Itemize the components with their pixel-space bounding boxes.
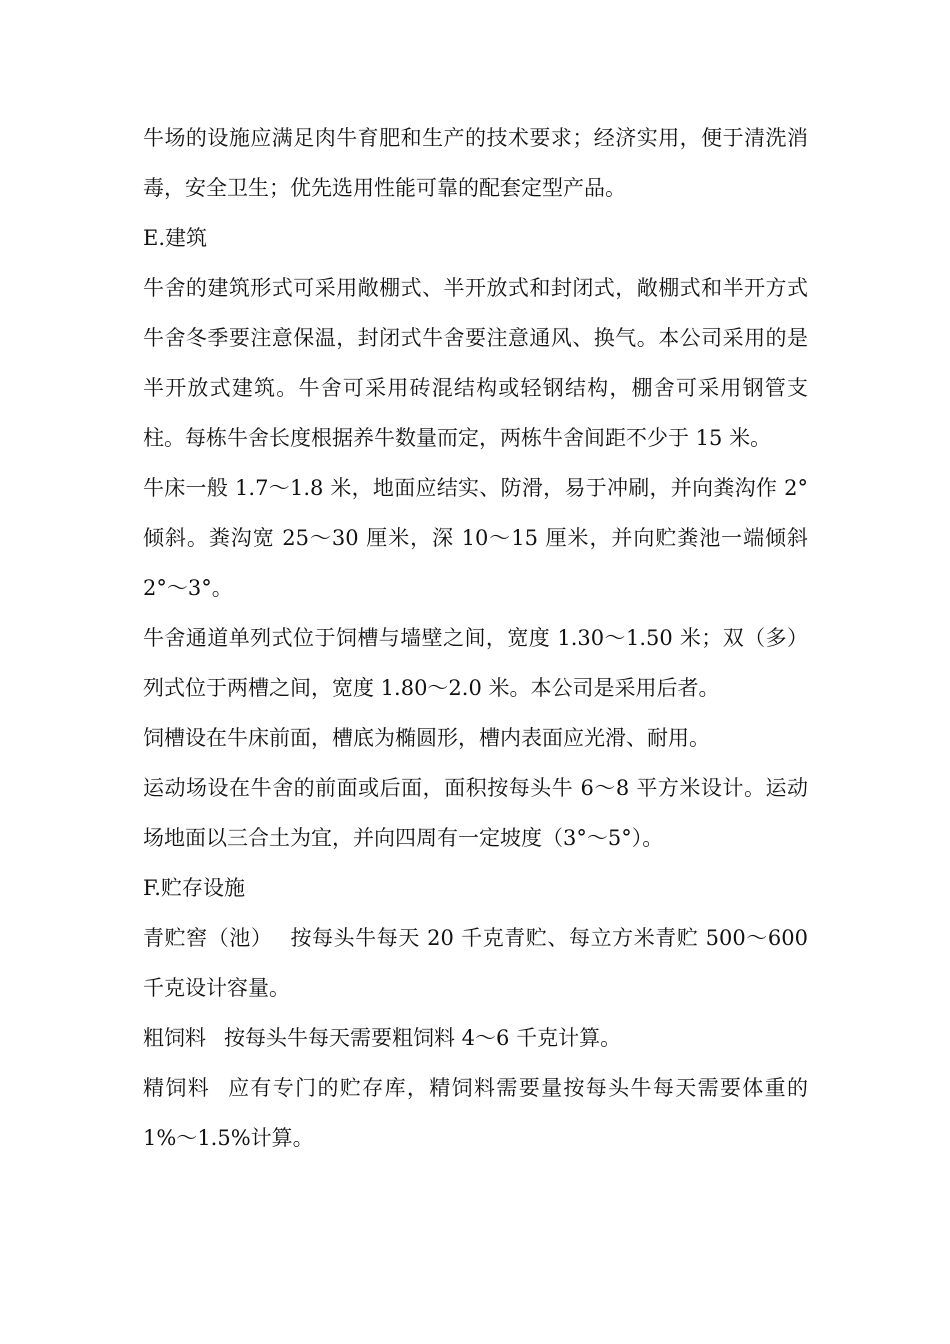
trough-paragraph: 饲槽设在牛床前面，槽底为椭圆形，槽内表面应光滑、耐用。 [143,726,710,750]
silage-pit-text: 按每头牛每天 20 千克青贮、每立方米青贮 500～600 千克设计容量。 [143,926,808,1000]
cattle-bed-paragraph: 牛床一般 1.7～1.8 米，地面应结实、防滑，易于冲刷，并向粪沟作 2°倾斜。粪沟宽 25～30 厘米，深 10～15 厘米，并向贮粪池一端倾斜 2°～3°。 [143,476,808,600]
exercise-yard-paragraph: 运动场设在牛舍的前面或后面，面积按每头牛 6～8 平方米设计。运动场地面以三合土为宜，并向四周有一定坡度（3°～5°）。 [143,776,808,850]
section-heading-storage: F.贮存设施 [143,876,245,900]
silage-pit-label: 青贮窖（池） [143,926,273,950]
building-form-paragraph: 牛舍的建筑形式可采用敞棚式、半开放式和封闭式，敞棚式和半开方式牛舍冬季要注意保温，封闭式牛舍要注意通风、换气。本公司采用的是半开放式建筑。牛舍可采用砖混结构或轻钢结构，棚舍可采用钢管支柱。每栋牛舍长度根据养牛数量而定，两栋牛舍间距不少于 15 米。 [143,276,808,450]
roughage-paragraph [143,1013,808,1063]
concentrate-paragraph [143,1063,808,1163]
document-page [143,113,808,1163]
roughage-text: 按每头牛每天需要粗饲料 4～6 千克计算。 [224,1026,622,1050]
concentrate-label: 精饲料 [143,1076,211,1100]
roughage-label: 粗饲料 [143,1026,206,1050]
intro-paragraph: 牛场的设施应满足肉牛育肥和生产的技术要求；经济实用，便于清洗消毒，安全卫生；优先选用性能可靠的配套定型产品。 [143,126,808,200]
passage-paragraph: 牛舍通道单列式位于饲槽与墙壁之间，宽度 1.30～1.50 米；双（多）列式位于两槽之间，宽度 1.80～2.0 米。本公司是采用后者。 [143,626,808,700]
section-heading-building: E.建筑 [143,226,208,250]
concentrate-text: 应有专门的贮存库，精饲料需要量按每头牛每天需要体重的 1%～1.5%计算。 [143,1076,809,1150]
silage-pit-paragraph [143,913,808,1013]
